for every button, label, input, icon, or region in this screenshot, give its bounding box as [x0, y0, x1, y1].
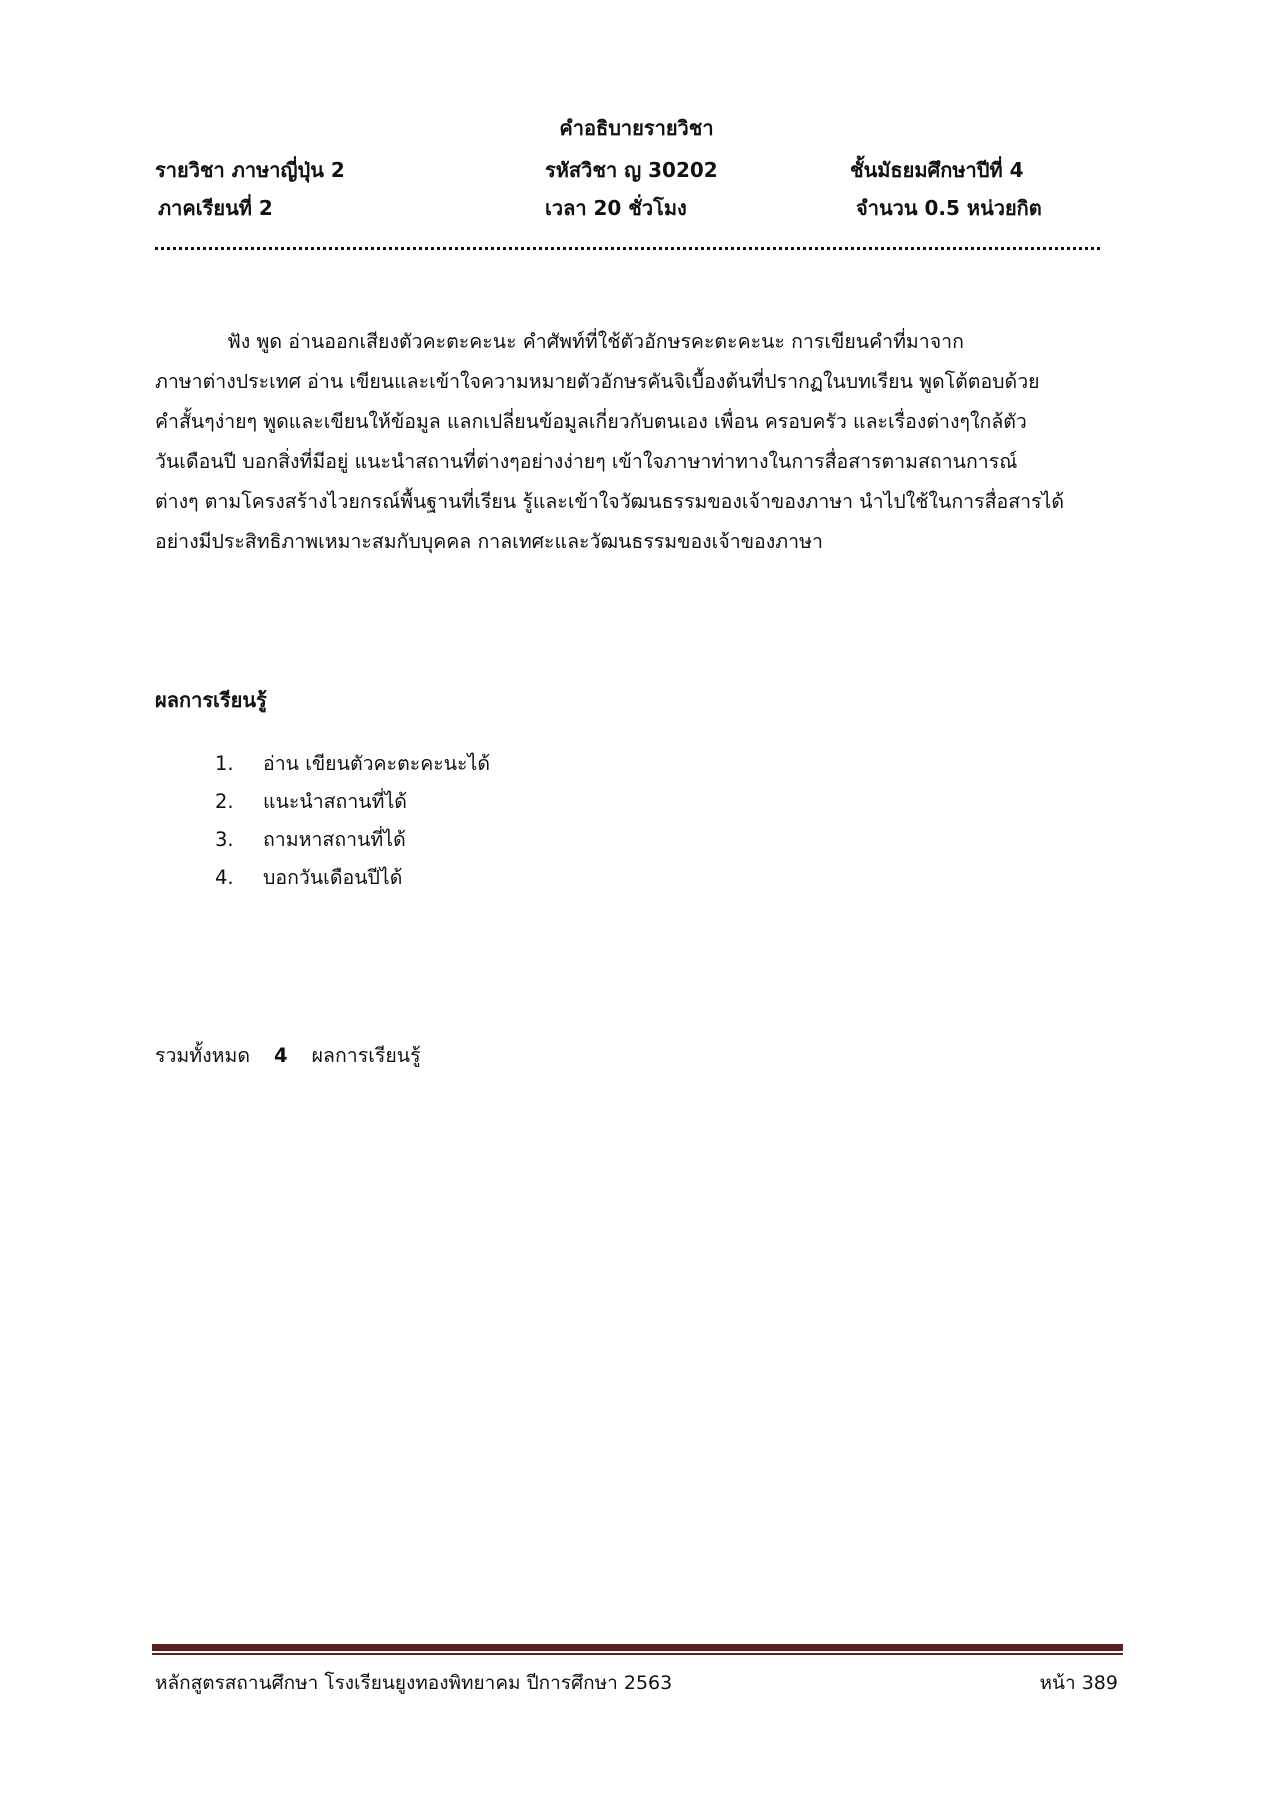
description-line: ภาษาต่างประเทศ อ่าน เขียนและเข้าใจความหมายตัวอักษรคันจิเบื้องต้นที่ปรากฏในบทเรียน พูดโต้ตอบด้วย [155, 370, 1040, 393]
grade-level: ชั้นมัธยมศึกษาปีที่ 4 [850, 158, 1024, 182]
course-description [155, 322, 1123, 562]
outcome-number: 1. [215, 752, 234, 775]
outcomes-heading: ผลการเรียนรู้ [155, 688, 267, 712]
credits: จำนวน 0.5 หน่วยกิต [856, 196, 1042, 220]
total-prefix: รวมทั้งหมด [155, 1044, 251, 1067]
outcome-text: ถามหาสถานที่ได้ [263, 828, 406, 851]
outcome-text: แนะนำสถานที่ได้ [263, 790, 407, 813]
outcome-item [215, 821, 490, 859]
description-line: วันเดือนปี บอกสิ่งที่มีอยู่ แนะนำสถานที่ต่างๆอย่างง่ายๆ เข้าใจภาษาท่าทางในการสื่อสารตามสถานการณ์ [155, 450, 1018, 473]
outcome-number: 2. [215, 790, 234, 813]
outcome-item [215, 859, 490, 897]
outcome-item [215, 745, 490, 783]
outcome-text: บอกวันเดือนปีได้ [263, 866, 403, 889]
outcome-text: อ่าน เขียนตัวคะตะคะนะได้ [263, 752, 491, 775]
total-suffix: ผลการเรียนรู้ [311, 1044, 421, 1067]
outcome-number: 4. [215, 866, 234, 889]
total-count: 4 [274, 1044, 288, 1067]
outcome-number: 3. [215, 828, 234, 851]
document-title: คำอธิบายรายวิชา [559, 116, 714, 140]
semester: ภาคเรียนที่ 2 [158, 196, 273, 220]
subject-code: รหัสวิชา ญ 30202 [545, 158, 718, 182]
description-line: ต่างๆ ตามโครงสร้างไวยกรณ์พื้นฐานที่เรียน รู้และเข้าใจวัฒนธรรมของเจ้าของภาษา นำไปใช้ในการสื่อสารได้ [155, 490, 1064, 513]
description-line: อย่างมีประสิทธิภาพเหมาะสมกับบุคคล กาลเทศะและวัฒนธรรมของเจ้าของภาษา [155, 530, 823, 553]
page-number: หน้า 389 [1039, 1672, 1118, 1694]
footer-rule-thick [152, 1644, 1123, 1651]
subject-name: รายวิชา ภาษาญี่ปุ่น 2 [155, 158, 345, 182]
outcomes-total [155, 1040, 421, 1071]
dotted-divider [155, 236, 1100, 250]
duration: เวลา 20 ชั่วโมง [545, 196, 687, 220]
description-line: ฟัง พูด อ่านออกเสียงตัวคะตะคะนะ คำศัพท์ที่ใช้ตัวอักษรคะตะคะนะ การเขียนคำที่มาจาก [227, 330, 964, 353]
outcome-item [215, 783, 490, 821]
footer-curriculum: หลักสูตรสถานศึกษา โรงเรียนยูงทองพิทยาคม ปีการศึกษา 2563 [155, 1672, 673, 1694]
description-line: คำสั้นๆง่ายๆ พูดและเขียนให้ข้อมูล แลกเปลี่ยนข้อมูลเกี่ยวกับตนเอง เพื่อน ครอบครัว และเรื่องต่างๆใกล้ตัว [155, 410, 1027, 433]
outcomes-list [215, 745, 490, 897]
footer-rule-thin [152, 1653, 1123, 1655]
